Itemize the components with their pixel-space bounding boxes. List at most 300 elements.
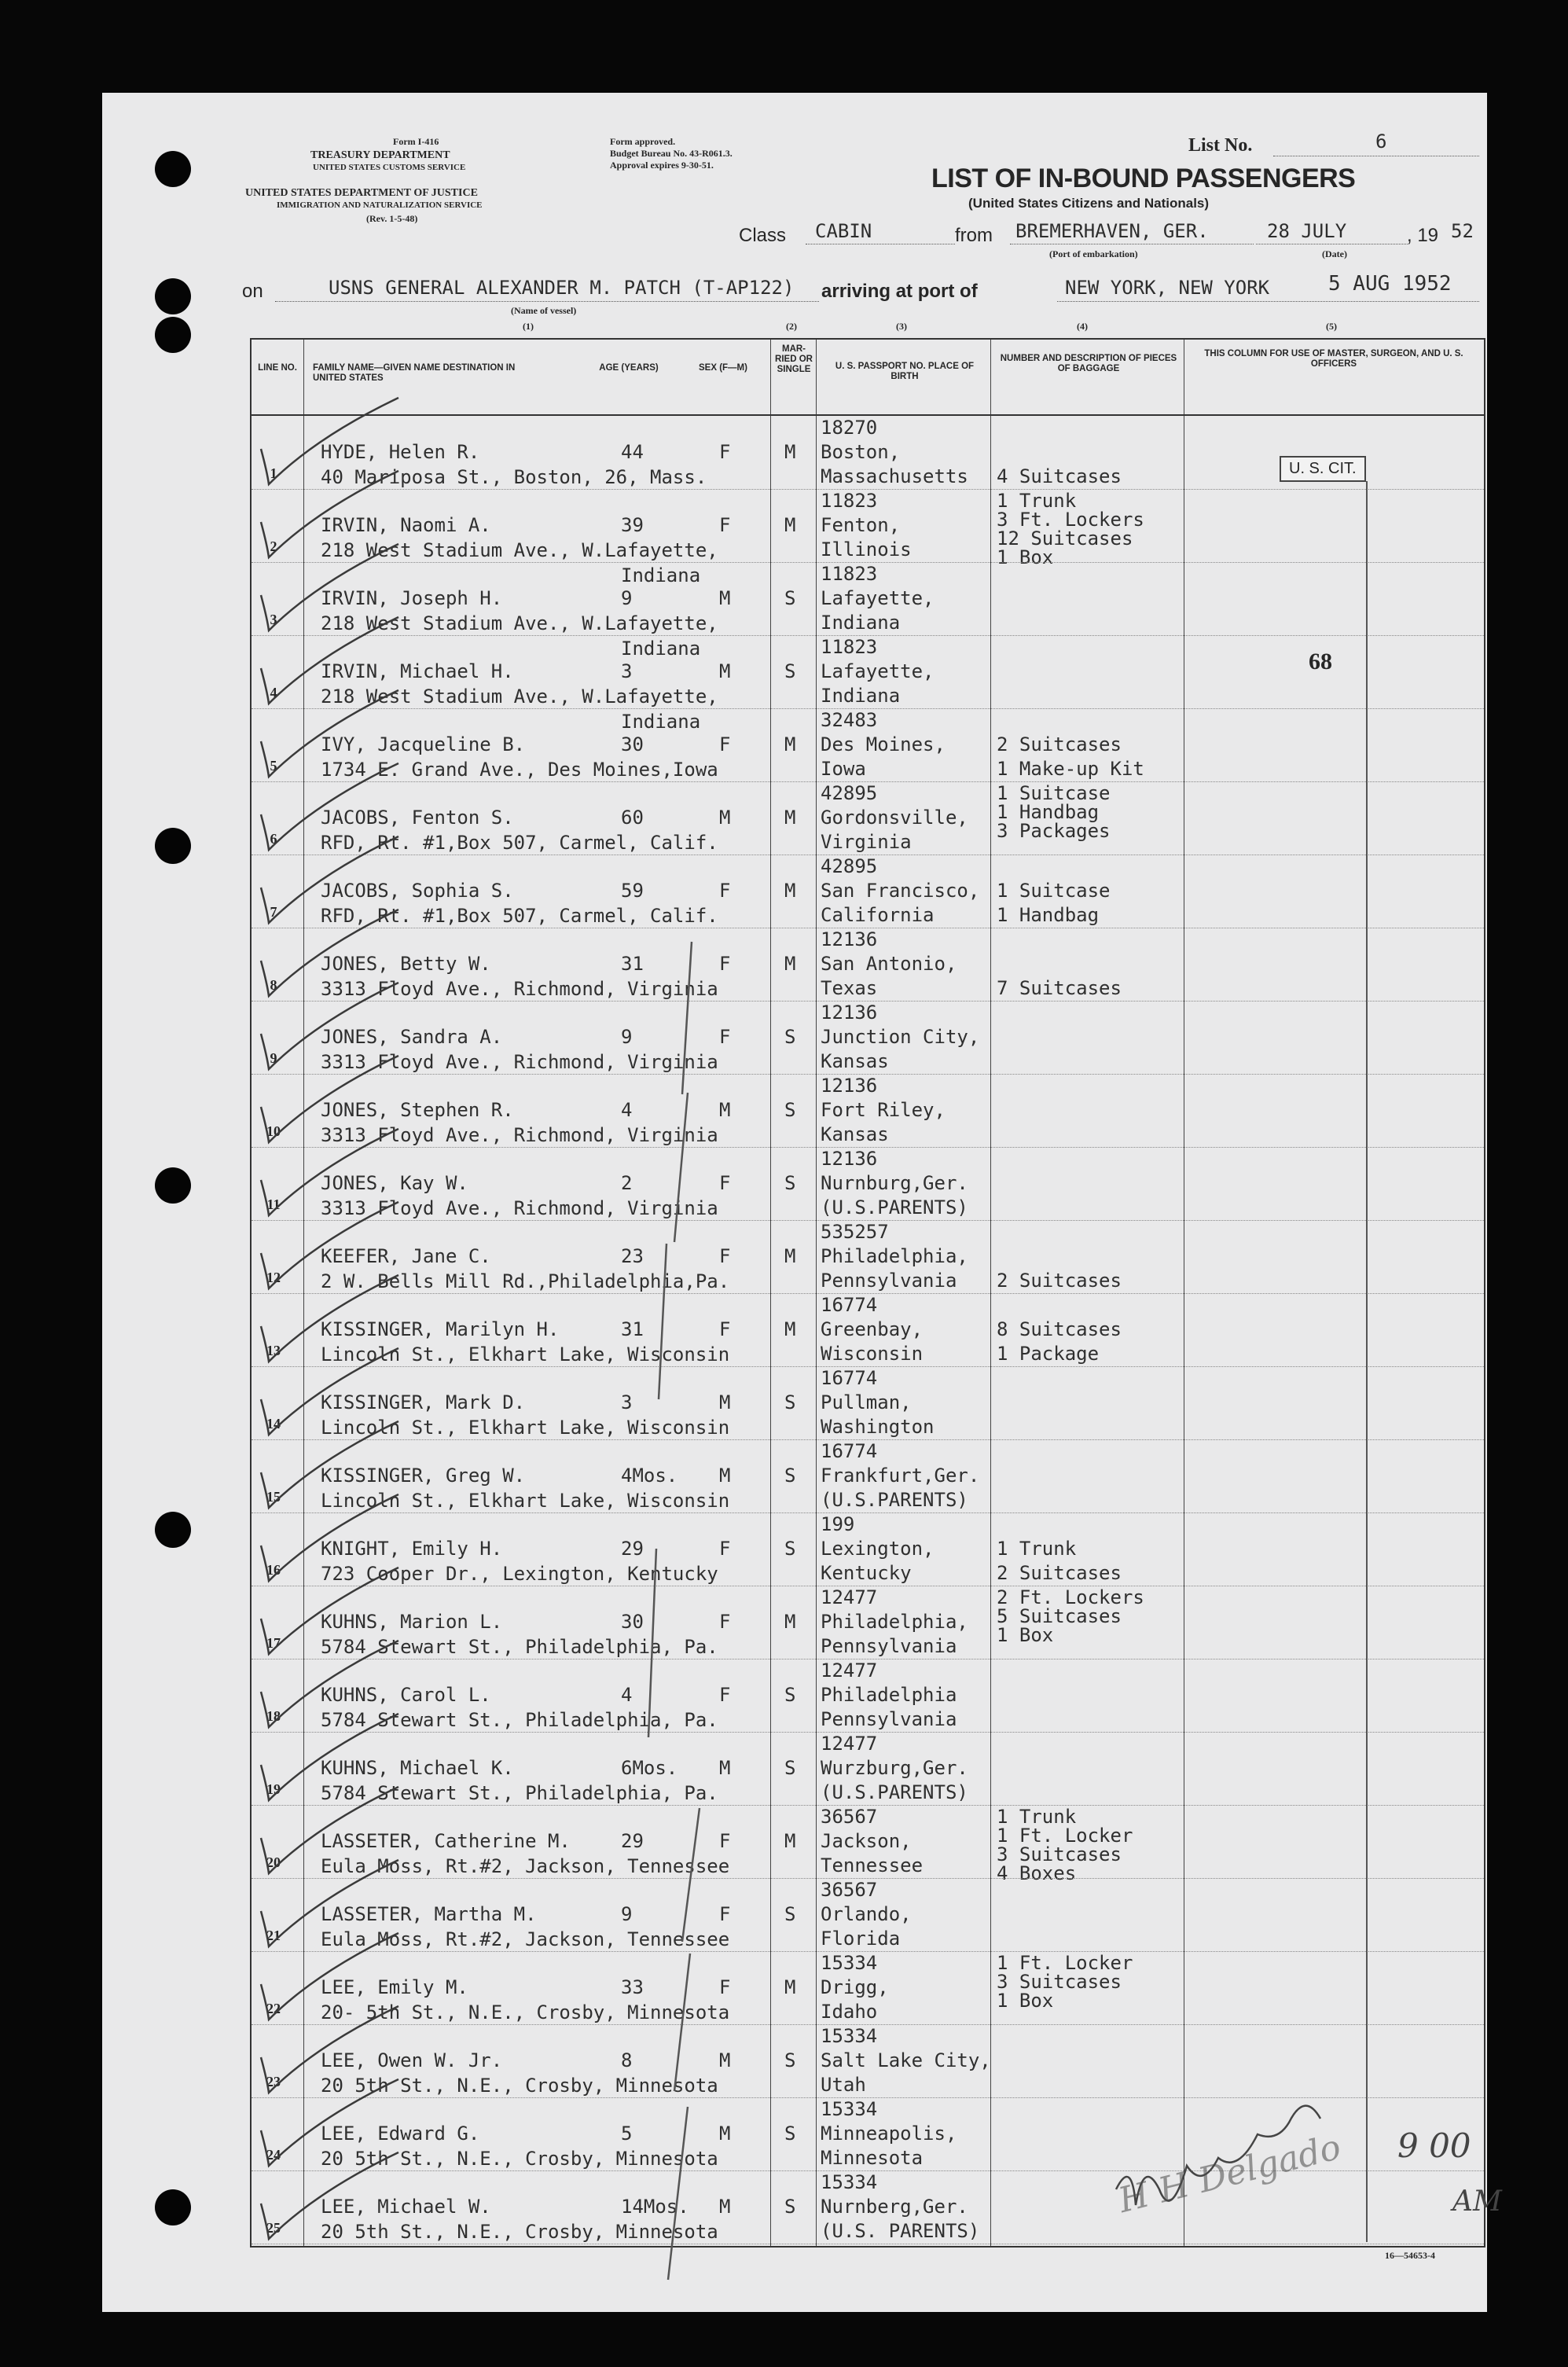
line-number: 9 — [270, 1050, 277, 1066]
table-row — [252, 1879, 1484, 1952]
place-of-birth: Jackson, — [821, 1830, 912, 1852]
baggage-item: 1 Trunk — [997, 490, 1077, 512]
passenger-name: JONES, Sandra A. — [321, 1026, 503, 1048]
passenger-address: Lincoln St., Elkhart Lake, Wisconsin — [321, 1417, 730, 1439]
passenger-address: 40 Mariposa St., Boston, 26, Mass. — [321, 466, 707, 488]
marital-status: M — [784, 953, 796, 975]
baggage-item: 3 Packages — [997, 820, 1111, 842]
passenger-address: Indiana — [621, 564, 701, 586]
baggage-item: 1 Box — [997, 546, 1054, 568]
passenger-address: 218 West Stadium Ave., W.Lafayette, — [321, 539, 718, 561]
passenger-address: Eula Moss, Rt.#2, Jackson, Tennessee — [321, 1928, 730, 1950]
document-title: LIST OF IN-BOUND PASSENGERS — [931, 164, 1356, 193]
marital-status: S — [784, 1099, 796, 1121]
baggage-item: 5 Suitcases — [997, 1605, 1122, 1627]
line-number: 8 — [270, 977, 277, 993]
place-of-birth: Nurnberg,Ger. — [821, 2196, 968, 2218]
place-of-birth: Tennessee — [821, 1854, 924, 1876]
passenger-address: Eula Moss, Rt.#2, Jackson, Tennessee — [321, 1855, 730, 1877]
baggage-item: 4 Suitcases — [997, 465, 1122, 487]
customs-label: UNITED STATES CUSTOMS SERVICE — [313, 163, 466, 172]
punch-hole — [155, 1167, 191, 1204]
approval-line: Form approved. — [610, 136, 676, 147]
line-number: 21 — [266, 1928, 281, 1943]
officer-signature: H H Delgado — [1114, 2126, 1346, 2222]
passport-number: 36567 — [821, 1806, 878, 1828]
passenger-name: KISSINGER, Marilyn H. — [321, 1318, 560, 1340]
passenger-sex: F — [719, 1976, 731, 1998]
passport-number: 12136 — [821, 928, 878, 950]
place-of-birth: Lafayette, — [821, 660, 935, 682]
passenger-name: KUHNS, Michael K. — [321, 1757, 514, 1779]
passenger-name: JACOBS, Sophia S. — [321, 880, 514, 902]
passenger-address: 3313 Floyd Ave., Richmond, Virginia — [321, 1197, 718, 1219]
place-of-birth: Indiana — [821, 612, 901, 634]
table-row — [252, 928, 1484, 1002]
passenger-address: 2 W. Bells Mill Rd.,Philadelphia,Pa. — [321, 1270, 730, 1292]
marital-status: M — [784, 514, 796, 536]
passenger-name: LEE, Owen W. Jr. — [321, 2049, 503, 2071]
footer-code: 16—54653-4 — [1385, 2250, 1435, 2261]
passport-number: 15334 — [821, 1952, 878, 1974]
passenger-age: 30 — [621, 1611, 644, 1633]
passenger-name: LEE, Emily M. — [321, 1976, 468, 1998]
passenger-sex: F — [719, 1245, 731, 1267]
place-of-birth: Utah — [821, 2074, 866, 2096]
passport-number: 42895 — [821, 855, 878, 877]
passenger-age: 4 — [621, 1684, 633, 1706]
passenger-name: LASSETER, Martha M. — [321, 1903, 537, 1925]
vessel-caption: (Name of vessel) — [511, 305, 577, 316]
passenger-sex: F — [719, 441, 731, 463]
passenger-sex: M — [719, 1099, 731, 1121]
year-value: 52 — [1451, 220, 1474, 242]
passenger-age: 60 — [621, 807, 644, 829]
line-number: 20 — [266, 1854, 281, 1870]
passenger-address: 1734 E. Grand Ave., Des Moines,Iowa — [321, 759, 718, 781]
line-number: 19 — [266, 1781, 281, 1797]
passenger-age: 2 — [621, 1172, 633, 1194]
marital-status: S — [784, 1684, 796, 1706]
place-of-birth: Virginia — [821, 831, 912, 853]
arrival-port: NEW YORK, NEW YORK — [1065, 277, 1270, 299]
line-number: 1 — [270, 465, 277, 481]
passport-number: 12136 — [821, 1075, 878, 1097]
passenger-sex: M — [719, 807, 731, 829]
baggage-item: 1 Ft. Locker — [997, 1952, 1133, 1974]
passenger-address: RFD, Rt. #1,Box 507, Carmel, Calif. — [321, 832, 718, 854]
passenger-address: 3313 Floyd Ave., Richmond, Virginia — [321, 1051, 718, 1073]
passenger-address: 20 5th St., N.E., Crosby, Minnesota — [321, 2221, 718, 2243]
line-number: 22 — [266, 2001, 281, 2016]
ins-label: IMMIGRATION AND NATURALIZATION SERVICE — [277, 200, 483, 210]
passenger-sex: M — [719, 660, 731, 682]
table-row — [252, 1221, 1484, 1294]
header-age: AGE (YEARS) — [599, 363, 659, 373]
passenger-address: 5784 Stewart St., Philadelphia, Pa. — [321, 1782, 718, 1804]
passenger-sex: M — [719, 1757, 731, 1779]
form-number: Form I-416 — [393, 136, 439, 147]
punch-hole — [155, 317, 191, 353]
class-label: Class — [739, 225, 787, 246]
baggage-item: 1 Handbag — [997, 801, 1100, 823]
embarkation-port: BREMERHAVEN, GER. — [1015, 220, 1209, 242]
place-of-birth: (U.S.PARENTS) — [821, 1489, 968, 1511]
baggage-item: 1 Suitcase — [997, 782, 1111, 804]
passenger-age: 29 — [621, 1538, 644, 1560]
passenger-address: Indiana — [621, 711, 701, 733]
place-of-birth: Kansas — [821, 1123, 889, 1145]
passenger-age: 31 — [621, 953, 644, 975]
place-of-birth: Drigg, — [821, 1976, 889, 1998]
marital-status: S — [784, 1465, 796, 1487]
signature-ampm: AM — [1452, 2185, 1502, 2218]
passenger-name: KUHNS, Carol L. — [321, 1684, 491, 1706]
passenger-name: KNIGHT, Emily H. — [321, 1538, 503, 1560]
passport-number: 16774 — [821, 1367, 878, 1389]
arrival-date: 5 AUG 1952 — [1328, 272, 1452, 296]
passenger-address: 3313 Floyd Ave., Richmond, Virginia — [321, 1124, 718, 1146]
passenger-age: 6Mos. — [621, 1757, 678, 1779]
passenger-age: 4Mos. — [621, 1465, 678, 1487]
place-of-birth: Fort Riley, — [821, 1099, 946, 1121]
passenger-name: IVY, Jacqueline B. — [321, 733, 526, 755]
place-of-birth: Lexington, — [821, 1538, 935, 1560]
passenger-name: KUHNS, Marion L. — [321, 1611, 503, 1633]
line-number: 17 — [266, 1635, 281, 1651]
passenger-name: KISSINGER, Mark D. — [321, 1391, 526, 1413]
place-of-birth: Pullman, — [821, 1391, 912, 1413]
place-of-birth: Philadelphia, — [821, 1245, 968, 1267]
marital-status: S — [784, 1391, 796, 1413]
passenger-sex: F — [719, 1830, 731, 1852]
baggage-item: 8 Suitcases — [997, 1318, 1122, 1340]
baggage-item: 3 Suitcases — [997, 1971, 1122, 1993]
passport-number: 199 — [821, 1513, 855, 1535]
passport-number: 16774 — [821, 1294, 878, 1316]
col-num-4: (4) — [1077, 321, 1088, 332]
table-row — [252, 1806, 1484, 1884]
passport-number: 12136 — [821, 1148, 878, 1170]
marital-status: S — [784, 1757, 796, 1779]
place-of-birth: Pennsylvania — [821, 1708, 957, 1730]
col-num-2: (2) — [786, 321, 797, 332]
table-row — [252, 1733, 1484, 1806]
passenger-age: 23 — [621, 1245, 644, 1267]
marital-status: S — [784, 1538, 796, 1560]
header-married: MAR- RIED OR SINGLE — [775, 344, 813, 374]
passenger-age: 31 — [621, 1318, 644, 1340]
header-passport: U. S. PASSPORT NO. PLACE OF BIRTH — [835, 362, 975, 381]
passenger-sex: F — [719, 1903, 731, 1925]
baggage-item: 1 Ft. Locker — [997, 1825, 1133, 1847]
header-sex: SEX (F—M) — [699, 363, 747, 373]
passenger-sex: F — [719, 1172, 731, 1194]
place-of-birth: Pennsylvania — [821, 1270, 957, 1292]
passenger-sex: F — [719, 1611, 731, 1633]
passenger-age: 59 — [621, 880, 644, 902]
line-number: 13 — [266, 1343, 281, 1358]
us-citizen-stamp: U. S. CIT. — [1280, 456, 1366, 482]
passenger-address: 3313 Floyd Ave., Richmond, Virginia — [321, 978, 718, 1000]
passenger-sex: M — [719, 2049, 731, 2071]
treasury-label: TREASURY DEPARTMENT — [310, 149, 450, 161]
passport-number: 16774 — [821, 1440, 878, 1462]
table-row — [252, 563, 1484, 660]
passenger-age: 9 — [621, 587, 633, 609]
passport-number: 12136 — [821, 1002, 878, 1024]
baggage-item: 1 Trunk — [997, 1806, 1077, 1828]
passport-number: 12477 — [821, 1659, 878, 1682]
marital-status: S — [784, 2196, 796, 2218]
header-name: FAMILY NAME—GIVEN NAME DESTINATION IN UNITED STATES — [313, 363, 516, 383]
class-value: CABIN — [815, 220, 872, 242]
passenger-name: KEEFER, Jane C. — [321, 1245, 491, 1267]
header-officers: THIS COLUMN FOR USE OF MASTER, SURGEON, AND U. S. OFFICERS — [1204, 349, 1463, 369]
place-of-birth: (U.S.PARENTS) — [821, 1781, 968, 1803]
table-row — [252, 1952, 1484, 2025]
table-row — [252, 782, 1484, 855]
passenger-age: 44 — [621, 441, 644, 463]
from-label: from — [955, 225, 993, 246]
header-baggage: NUMBER AND DESCRIPTION OF PIECES OF BAGGAGE — [1000, 354, 1177, 373]
place-of-birth: Minnesota — [821, 2147, 924, 2169]
place-of-birth: San Francisco, — [821, 880, 980, 902]
year-prefix: , 19 — [1407, 225, 1439, 246]
passenger-address: 20 5th St., N.E., Crosby, Minnesota — [321, 2075, 718, 2097]
line-number: 25 — [266, 2220, 281, 2236]
table-row — [252, 1659, 1484, 1733]
passport-number: 18270 — [821, 417, 878, 439]
list-no-label: List No. — [1188, 135, 1253, 156]
place-of-birth: Philadelphia — [821, 1684, 957, 1706]
line-number: 11 — [266, 1196, 281, 1212]
place-of-birth: Pennsylvania — [821, 1635, 957, 1657]
baggage-item: 4 Boxes — [997, 1862, 1077, 1884]
passenger-address: 218 West Stadium Ave., W.Lafayette, — [321, 612, 718, 634]
on-label: on — [242, 281, 263, 302]
line-number: 16 — [266, 1562, 281, 1578]
passenger-age: 39 — [621, 514, 644, 536]
baggage-item: 1 Suitcase — [997, 880, 1111, 902]
place-of-birth: Florida — [821, 1928, 901, 1950]
marital-status: M — [784, 1245, 796, 1267]
table-row — [252, 855, 1484, 928]
passenger-age: 4 — [621, 1099, 633, 1121]
place-of-birth: Nurnburg,Ger. — [821, 1172, 968, 1194]
place-of-birth: (U.S. PARENTS) — [821, 2220, 980, 2242]
passenger-name: IRVIN, Naomi A. — [321, 514, 491, 536]
passenger-age: 3 — [621, 660, 633, 682]
passenger-sex: M — [719, 1391, 731, 1413]
line-number: 4 — [270, 685, 277, 700]
col-num-3: (3) — [896, 321, 907, 332]
baggage-item: 7 Suitcases — [997, 977, 1122, 999]
passenger-address: Lincoln St., Elkhart Lake, Wisconsin — [321, 1343, 730, 1365]
document-subtitle: (United States Citizens and Nationals) — [968, 196, 1210, 211]
passenger-address: 20- 5th St., N.E., Crosby, Minnesota — [321, 2001, 730, 2023]
officer-count: 68 — [1309, 649, 1332, 674]
line-number: 10 — [266, 1123, 281, 1139]
baggage-item: 2 Ft. Lockers — [997, 1586, 1144, 1608]
col-num-1: (1) — [523, 321, 534, 332]
passenger-sex: F — [719, 733, 731, 755]
line-number: 2 — [270, 538, 277, 554]
passport-number: 11823 — [821, 490, 878, 512]
place-of-birth: Kansas — [821, 1050, 889, 1072]
passenger-name: IRVIN, Michael H. — [321, 660, 514, 682]
place-of-birth: Iowa — [821, 758, 866, 780]
place-of-birth: Lafayette, — [821, 587, 935, 609]
line-number: 15 — [266, 1489, 281, 1505]
line-number: 14 — [266, 1416, 281, 1432]
marital-status: M — [784, 1318, 796, 1340]
col-num-5: (5) — [1326, 321, 1337, 332]
expiry-line: Approval expires 9-30-51. — [610, 160, 714, 171]
passenger-name: JONES, Stephen R. — [321, 1099, 514, 1121]
budget-line: Budget Bureau No. 43-R061.3. — [610, 148, 733, 159]
marital-status: M — [784, 733, 796, 755]
stamp-guide-line — [1366, 481, 1368, 2242]
table-row — [252, 709, 1484, 782]
passport-number: 32483 — [821, 709, 878, 731]
passenger-address: 5784 Stewart St., Philadelphia, Pa. — [321, 1636, 718, 1658]
passenger-name: IRVIN, Joseph H. — [321, 587, 503, 609]
line-number: 24 — [266, 2147, 281, 2163]
passport-number: 535257 — [821, 1221, 889, 1243]
place-of-birth: Des Moines, — [821, 733, 946, 755]
passenger-name: LEE, Michael W. — [321, 2196, 491, 2218]
place-of-birth: (U.S.PARENTS) — [821, 1196, 968, 1218]
baggage-item: 3 Ft. Lockers — [997, 509, 1144, 531]
passport-number: 11823 — [821, 636, 878, 658]
passenger-sex: F — [719, 1684, 731, 1706]
passenger-sex: F — [719, 1318, 731, 1340]
punch-hole — [155, 1512, 191, 1548]
place-of-birth: California — [821, 904, 935, 926]
marital-status: S — [784, 1172, 796, 1194]
passenger-name: KISSINGER, Greg W. — [321, 1465, 526, 1487]
passenger-name: HYDE, Helen R. — [321, 441, 480, 463]
table-row — [252, 1002, 1484, 1075]
passenger-age: 30 — [621, 733, 644, 755]
passenger-name: JONES, Betty W. — [321, 953, 491, 975]
place-of-birth: Philadelphia, — [821, 1611, 968, 1633]
passenger-address: 218 West Stadium Ave., W.Lafayette, — [321, 685, 718, 708]
baggage-item: 3 Suitcases — [997, 1843, 1122, 1865]
passport-number: 15334 — [821, 2171, 878, 2193]
place-of-birth: Junction City, — [821, 1026, 980, 1048]
passenger-age: 5 — [621, 2123, 633, 2145]
marital-status: S — [784, 1903, 796, 1925]
marital-status: M — [784, 1830, 796, 1852]
table-row — [252, 1367, 1484, 1440]
table-row — [252, 1513, 1484, 1586]
passenger-sex: M — [719, 2123, 731, 2145]
list-no-value: 6 — [1375, 130, 1387, 153]
passenger-sex: F — [719, 880, 731, 902]
baggage-item: 1 Trunk — [997, 1538, 1077, 1560]
baggage-item: 2 Suitcases — [997, 1270, 1122, 1292]
header-line-no: LINE NO. — [258, 363, 297, 373]
baggage-item: 1 Make-up Kit — [997, 758, 1144, 780]
place-of-birth: Illinois — [821, 538, 912, 561]
marital-status: M — [784, 807, 796, 829]
passenger-age: 29 — [621, 1830, 644, 1852]
baggage-item: 2 Suitcases — [997, 733, 1122, 755]
passenger-age: 14Mos. — [621, 2196, 689, 2218]
date-caption: (Date) — [1322, 248, 1347, 259]
passenger-address: RFD, Rt. #1,Box 507, Carmel, Calif. — [321, 905, 718, 927]
place-of-birth: Massachusetts — [821, 465, 968, 487]
line-number: 23 — [266, 2074, 281, 2090]
passport-number: 15334 — [821, 2098, 878, 2120]
passenger-sex: M — [719, 1465, 731, 1487]
line-number: 18 — [266, 1708, 281, 1724]
marital-status: S — [784, 1026, 796, 1048]
table-row — [252, 1294, 1484, 1367]
place-of-birth: Indiana — [821, 685, 901, 707]
passenger-address: 20 5th St., N.E., Crosby, Minnesota — [321, 2148, 718, 2170]
passenger-name: JACOBS, Fenton S. — [321, 807, 514, 829]
embarkation-date: 28 JULY — [1267, 220, 1347, 242]
marital-status: M — [784, 880, 796, 902]
baggage-item: 1 Handbag — [997, 904, 1100, 926]
punch-hole — [155, 828, 191, 864]
passenger-address: 723 Cooper Dr., Lexington, Kentucky — [321, 1563, 718, 1585]
punch-hole — [155, 2189, 191, 2225]
marital-status: M — [784, 1611, 796, 1633]
place-of-birth: Orlando, — [821, 1903, 912, 1925]
line-number: 6 — [270, 831, 277, 847]
place-of-birth: Fenton, — [821, 514, 901, 536]
passport-number: 12477 — [821, 1586, 878, 1608]
marital-status: M — [784, 1976, 796, 1998]
passenger-name: LASSETER, Catherine M. — [321, 1830, 571, 1852]
passenger-sex: M — [719, 2196, 731, 2218]
place-of-birth: Boston, — [821, 441, 901, 463]
punch-hole — [155, 151, 191, 187]
place-of-birth: Wisconsin — [821, 1343, 924, 1365]
table-row — [252, 2025, 1484, 2098]
punch-hole — [155, 278, 191, 314]
vessel-name: USNS GENERAL ALEXANDER M. PATCH (T-AP122) — [329, 277, 795, 299]
port-caption: (Port of embarkation) — [1049, 248, 1138, 259]
passenger-sex: F — [719, 953, 731, 975]
table-row — [252, 490, 1484, 586]
passenger-age: 3 — [621, 1391, 633, 1413]
line-number: 7 — [270, 904, 277, 920]
signature-time: 9 00 — [1397, 2126, 1471, 2165]
place-of-birth: San Antonio, — [821, 953, 957, 975]
place-of-birth: Washington — [821, 1416, 935, 1438]
table-row — [252, 1075, 1484, 1148]
passenger-age: 9 — [621, 1026, 633, 1048]
passenger-sex: F — [719, 1538, 731, 1560]
place-of-birth: Gordonsville, — [821, 807, 968, 829]
table-row — [252, 2171, 1484, 2244]
place-of-birth: Frankfurt,Ger. — [821, 1465, 980, 1487]
passenger-address: Lincoln St., Elkhart Lake, Wisconsin — [321, 1490, 730, 1512]
marital-status: S — [784, 2049, 796, 2071]
baggage-item: 12 Suitcases — [997, 527, 1133, 549]
passenger-address: 5784 Stewart St., Philadelphia, Pa. — [321, 1709, 718, 1731]
passenger-sex: M — [719, 587, 731, 609]
passenger-sex: F — [719, 514, 731, 536]
line-number: 12 — [266, 1270, 281, 1285]
place-of-birth: Texas — [821, 977, 878, 999]
line-number: 3 — [270, 612, 277, 627]
